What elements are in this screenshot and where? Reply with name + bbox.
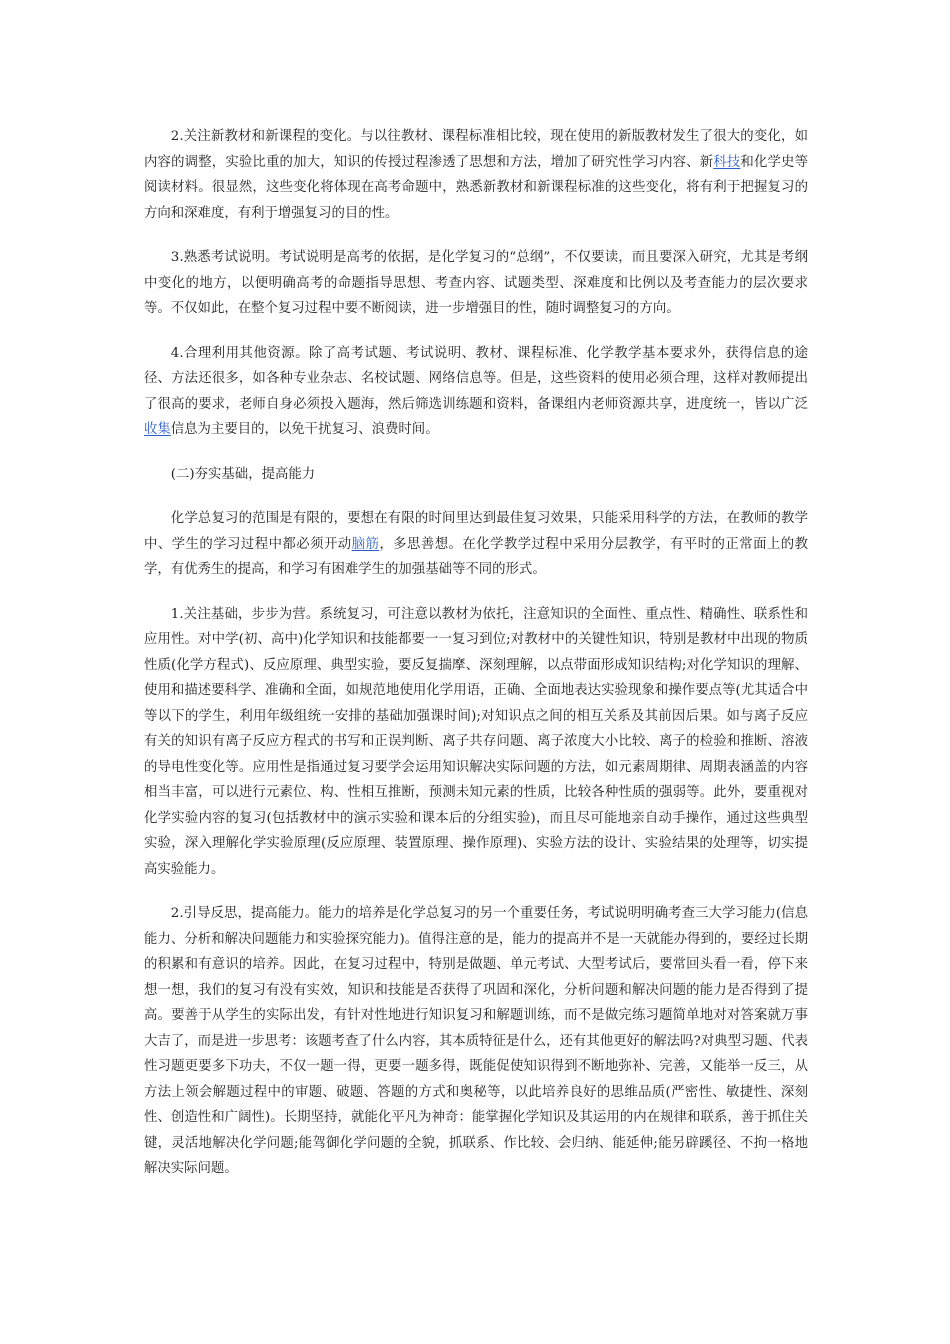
paragraph-text: 和化学史等阅读材料。很显然，这些变化将体现在高考命题中，熟悉新教材和新课程标准的这些变化，将有利于把握复习的方向和深难度，有利于增强复习的目的性。 xyxy=(144,154,808,221)
section-heading xyxy=(144,462,808,488)
paragraph-text: 3.熟悉考试说明。考试说明是高考的依据，是化学复习的“总纲”，不仅要读，而且要深入研究，尤其是考纲中变化的地方，以便明确高考的命题指导思想、考查内容、试题类型、深难度和比例以及考查能力的层次要求等。不仅如此，在整个复习过程中要不断阅读，进一步增强目的性，随时调整复习的方向。 xyxy=(144,250,808,316)
inline-link[interactable]: 收集 xyxy=(144,422,171,437)
inline-link[interactable]: 脑筋 xyxy=(351,536,380,552)
paragraph xyxy=(144,341,808,443)
paragraph-text: (二)夯实基础，提高能力 xyxy=(170,466,316,482)
paragraph-text: 信息为主要目的，以免干扰复习、浪费时间。 xyxy=(170,422,439,437)
document-body xyxy=(144,124,808,1201)
paragraph xyxy=(144,506,808,583)
paragraph-text: 化学总复习的范围是有限的，要想在有限的时间里达到最佳复习效果，只能采用科学的方法，在教师的教学中、学生的学习过程中都必须开动 xyxy=(144,511,808,552)
paragraph-text: 4.合理利用其他资源。除了高考试题、考试说明、教材、课程标准、化学教学基本要求外，获得信息的途径、方法还很多，如各种专业杂志、名校试题、网络信息等。但是，这些资料的使用必须合理，这样对教师提出了很高的要求，老师自身必须投入题海，然后筛选训练题和资料，备课组内老师资源共享，进度统一，皆以广泛 xyxy=(144,345,808,412)
paragraph xyxy=(144,901,808,1182)
paragraph-text: 1.关注基础，步步为营。系统复习，可注意以教材为依托，注意知识的全面性、重点性、精确性、联系性和应用性。对中学(初、高中)化学知识和技能都要一一复习到位;对教材中的关键性知识，特别是教材中出现的物质性质(化学方程式)、反应原理、典型实验，要反复揣摩、深刻理解，以点带面形成知识结构;对化学知识的理解、使用和描述要科学、准确和全面，如规范地使用化学用语，正确、全面地表达实验现象和操作要点等(尤其适合中等以下的学生，利用年级组统一安排的基础加强课时间);对知识点之间的相互关系及其前因后果。如与离子反应有关的知识有离子反应方程式的书写和正误判断、离子共存问题、离子浓度大小比较、离子的检验和推断、溶液的导电性变化等。应用性是指通过复习要学会运用知识解决实际问题的方法，如元素周期律、周期表涵盖的内容相当丰富，可以进行元素位、构、性相互推断，预测未知元素的性质，比较各种性质的强弱等。此外，要重视对化学实验内容的复习(包括教材中的演示实验和课本后的分组实验)，而且尽可能地亲自动手操作，通过这些典型实验，深入理解化学实验原理(反应原理、装置原理、操作原理)、实验方法的设计、实验结果的处理等，切实提高实验能力。 xyxy=(144,606,808,877)
paragraph-text: ，多思善想。在化学教学过程中采用分层教学，有平时的正常面上的教学，有优秀生的提高，和学习有困难学生的加强基础等不同的形式。 xyxy=(144,536,808,577)
paragraph-text: 2.引导反思，提高能力。能力的培养是化学总复习的另一个重要任务，考试说明明确考查三大学习能力(信息能力、分析和解决问题能力和实验探究能力)。值得注意的是，能力的提高并不是一天就能办得到的，要经过长期的积累和有意识的培养。因此，在复习过程中，特别是做题、单元考试、大型考试后，要常回头看一看，停下来想一想，我们的复习有没有实效，知识和技能是否获得了巩固和深化，分析问题和解决问题的能力是否得到了提高。要善于从学生的实际出发，有针对性地进行知识复习和解题训练，而不是做完练习题简单地对对答案就万事大吉了，而是进一步思考：该题考查了什么内容，其本质特征是什么，还有其他更好的解法吗?对典型习题、代表性习题更要多下功夫，不仅一题一得，更要一题多得，既能促使知识得到不断地弥补、完善，又能举一反三，从方法上领会解题过程中的审题、破题、答题的方式和奥秘等，以此培养良好的思维品质(严密性、敏捷性、深刻性、创造性和广阔性)。长期坚持，就能化平凡为神奇：能掌握化学知识及其运用的内在规律和联系，善于抓住关键，灵活地解决化学问题;能驾御化学问题的全貌，抓联系、作比较、会归纳、能延伸;能另辟蹊径、不拘一格地解决实际问题。 xyxy=(144,906,808,1176)
paragraph-text: 2.关注新教材和新课程的变化。与以往教材、课程标准相比较，现在使用的新版教材发生了很大的变化，如内容的调整，实验比重的加大，知识的传授过程渗透了思想和方法，增加了研究性学习内容、新 xyxy=(144,129,808,170)
paragraph xyxy=(144,602,808,883)
paragraph xyxy=(144,124,808,226)
inline-link[interactable]: 科技 xyxy=(713,154,741,170)
paragraph xyxy=(144,245,808,322)
